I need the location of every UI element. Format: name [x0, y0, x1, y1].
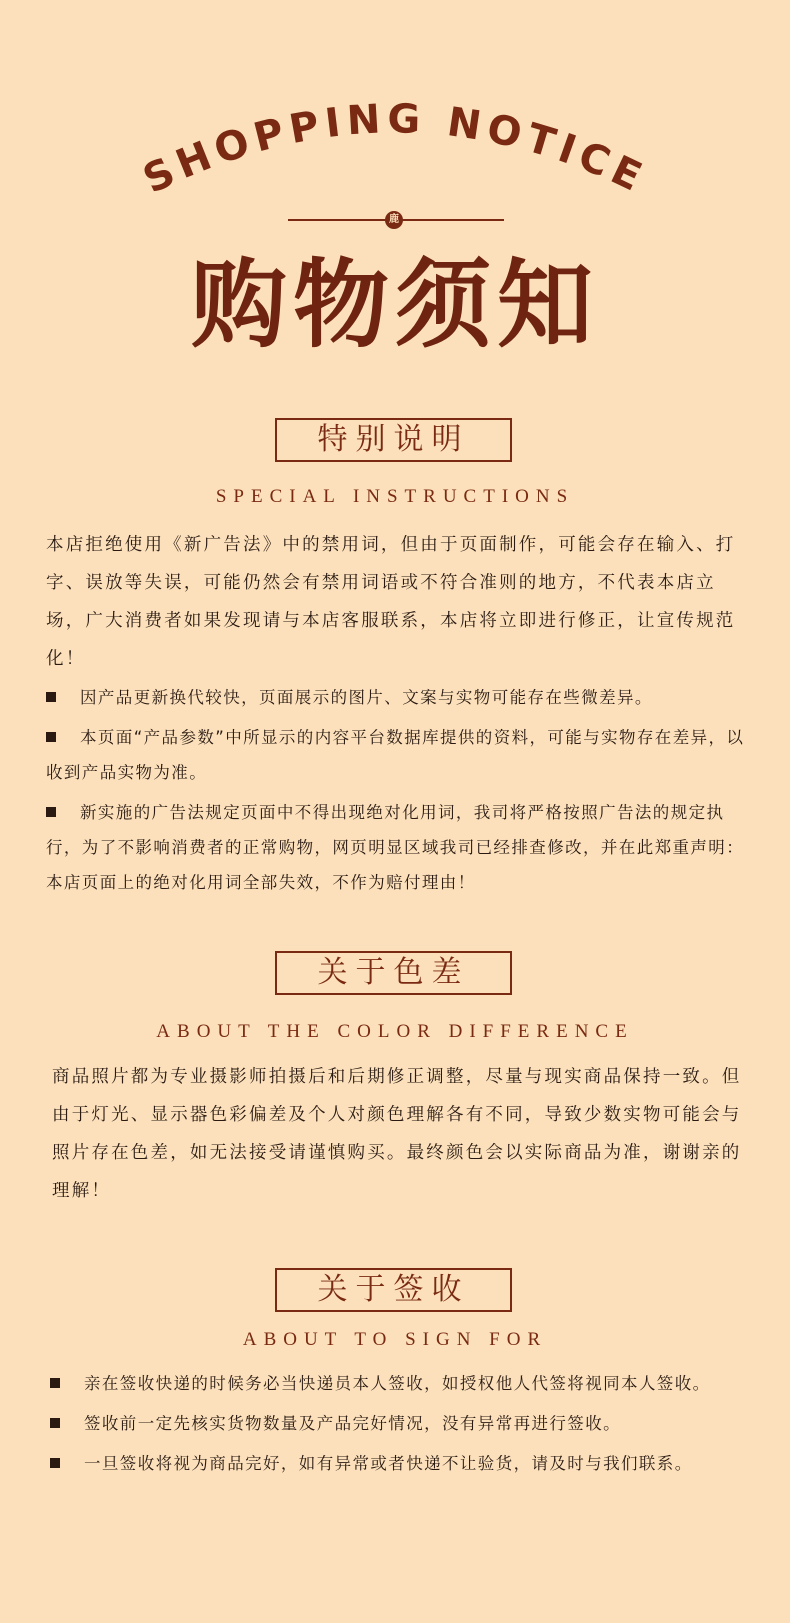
- square-bullet-icon: [50, 1378, 60, 1388]
- list-item-text: 一旦签收将视为商品完好，如有异常或者快递不让验货，请及时与我们联系。: [84, 1454, 693, 1473]
- section-color-paragraph: 商品照片都为专业摄影师拍摄后和后期修正调整，尽量与现实商品保持一致。但由于灯光、显示器色彩偏差及个人对颜色理解各有不同，导致少数实物可能会与照片存在色差，如无法接受请谨慎购买。最终颜色会以实际商品为准，谢谢亲的理解！: [52, 1067, 742, 1201]
- list-item-text: 亲在签收快递的时候务必当快递员本人签收，如授权他人代签将视同本人签收。: [84, 1374, 711, 1393]
- section-sign-subtitle: ABOUT TO SIGN FOR: [242, 1329, 548, 1350]
- section-special-subtitle: SPECIAL INSTRUCTIONS: [215, 486, 575, 507]
- list-item-text: 因产品更新换代较快，页面展示的图片、文案与实物可能存在些微差异。: [80, 688, 653, 707]
- square-bullet-icon: [46, 732, 56, 742]
- list-item-text: 新实施的广告法规定页面中不得出现绝对化用词，我司将严格按照广告法的规定执行，为了不影响消费者的正常购物，网页明显区域我司已经排查修改，并在此郑重声明：本店页面上的绝对化用词全部失效，不作为赔付理由！: [46, 803, 745, 892]
- list-item: [50, 1406, 750, 1441]
- square-bullet-icon: [46, 692, 56, 702]
- section-special-title: 特别说明: [275, 418, 512, 462]
- section-special-list: [46, 680, 746, 905]
- list-item: [46, 720, 746, 790]
- list-item: [46, 795, 746, 900]
- section-sign-title: 关于签收: [275, 1268, 512, 1312]
- header-arc-title: [0, 95, 790, 215]
- square-bullet-icon: [46, 807, 56, 817]
- section-color-title: 关于色差: [275, 951, 512, 995]
- list-item-text: 签收前一定先核实货物数量及产品完好情况，没有异常再进行签收。: [84, 1414, 621, 1433]
- arc-title-svg: [0, 95, 790, 215]
- list-item: [50, 1366, 750, 1401]
- arc-title-textpath: SHOPPING NOTICE: [136, 96, 654, 203]
- seal-icon: 鹿: [385, 211, 403, 229]
- list-item: [46, 680, 746, 715]
- arc-title-text: [136, 96, 653, 203]
- list-item: [50, 1446, 750, 1481]
- section-color-subtitle: ABOUT THE COLOR DIFFERENCE: [156, 1021, 634, 1042]
- square-bullet-icon: [50, 1458, 60, 1468]
- list-item-text: 本页面“产品参数”中所显示的内容平台数据库提供的资料，可能与实物存在差异，以收到产品实物为准。: [46, 728, 745, 782]
- section-sign-list: [50, 1366, 750, 1486]
- square-bullet-icon: [50, 1418, 60, 1428]
- page-title: 购物须知: [191, 248, 599, 361]
- section-special-paragraph: 本店拒绝使用《新广告法》中的禁用词，但由于页面制作，可能会存在输入、打字、误放等失误，可能仍然会有禁用词语或不符合准则的地方，不代表本店立场，广大消费者如果发现请与本店客服联系，本店将立即进行修正，让宣传规范化！: [46, 535, 736, 669]
